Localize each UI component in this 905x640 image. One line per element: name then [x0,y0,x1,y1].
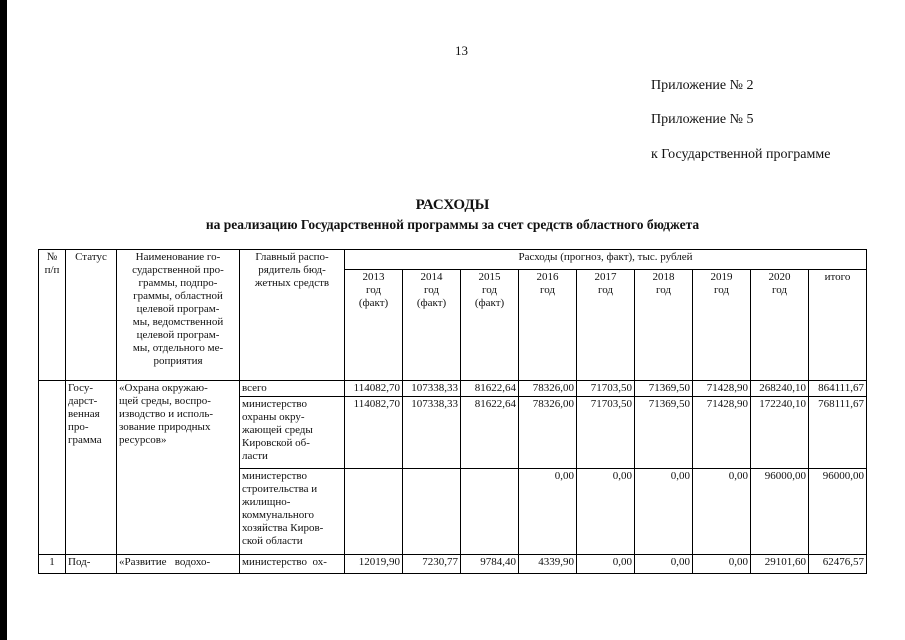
value-cell: 71428,90 [693,397,751,469]
page-number: 13 [455,43,468,58]
value-cell: 4339,90 [519,555,577,574]
value-cell [403,469,461,555]
header-year: 2015 год (факт) [461,270,519,381]
value-cell: 78326,00 [519,397,577,469]
header-year: 2017 год [577,270,635,381]
value-cell: 7230,77 [403,555,461,574]
value-cell: 62476,57 [809,555,867,574]
value-cell: 29101,60 [751,555,809,574]
value-cell: 768111,67 [809,397,867,469]
header-year: 2013 год (факт) [345,270,403,381]
value-cell [345,469,403,555]
value-cell: 268240,10 [751,381,809,397]
value-cell: 172240,10 [751,397,809,469]
document-subtitle: на реализацию Государственной программы за счет средств областного бюджета [205,217,700,232]
header-year: 2016 год [519,270,577,381]
value-cell: 71703,50 [577,397,635,469]
admin-cell: министерство строительства и жилищно- коммунального хозяйства Киров- ской области [240,469,345,555]
program-status: Госу- дарст- венная про- грамма [66,381,117,555]
expenses-table [38,249,867,574]
value-cell: 71703,50 [577,381,635,397]
program-num-cell [39,381,66,555]
appendix-line-2: Приложение № 5 [651,112,754,127]
header-year: 2020 год [751,270,809,381]
header-year: 2019 год [693,270,751,381]
header-total: итого [809,270,867,381]
header-expenses: Расходы (прогноз, факт), тыс. рублей [345,250,867,270]
scan-edge-bar [0,0,7,640]
subprogram-num: 1 [39,555,66,574]
value-cell: 0,00 [635,469,693,555]
value-cell: 71428,90 [693,381,751,397]
appendix-line-1: Приложение № 2 [651,78,754,93]
value-cell [461,469,519,555]
value-cell: 0,00 [519,469,577,555]
value-cell: 12019,90 [345,555,403,574]
program-name: «Охрана окружаю- щей среды, воспро- изводство и исполь- зование природных ресурсов» [117,381,240,555]
value-cell: 864111,67 [809,381,867,397]
admin-cell: всего [240,381,345,397]
value-cell: 0,00 [693,469,751,555]
value-cell: 81622,64 [461,397,519,469]
subprogram-admin: министерство ох- [240,555,345,574]
appendix-line-3: к Государственной программе [651,147,831,162]
value-cell: 96000,00 [809,469,867,555]
value-cell: 96000,00 [751,469,809,555]
value-cell: 0,00 [635,555,693,574]
subprogram-name: «Развитие водохо- [117,555,240,574]
header-name: Наименование го- сударственной про- граммы, подпро- граммы, областной целевой програм- мы, ведомственной целевой програм- мы, отдельного ме- роприятия [117,250,240,381]
value-cell: 0,00 [693,555,751,574]
value-cell: 71369,50 [635,397,693,469]
header-year: 2014 год (факт) [403,270,461,381]
document-title: РАСХОДЫ [415,197,490,213]
value-cell: 0,00 [577,469,635,555]
value-cell: 71369,50 [635,381,693,397]
value-cell: 81622,64 [461,381,519,397]
header-year: 2018 год [635,270,693,381]
value-cell: 107338,33 [403,397,461,469]
value-cell: 9784,40 [461,555,519,574]
header-admin: Главный распо- рядитель бюд- жетных средств [240,250,345,381]
subprogram-status: Под- [66,555,117,574]
header-num: № п/п [39,250,66,381]
value-cell: 114082,70 [345,397,403,469]
value-cell: 78326,00 [519,381,577,397]
header-status: Статус [66,250,117,381]
value-cell: 107338,33 [403,381,461,397]
value-cell: 0,00 [577,555,635,574]
admin-cell: министерство охраны окру- жающей среды Кировской об- ласти [240,397,345,469]
value-cell: 114082,70 [345,381,403,397]
